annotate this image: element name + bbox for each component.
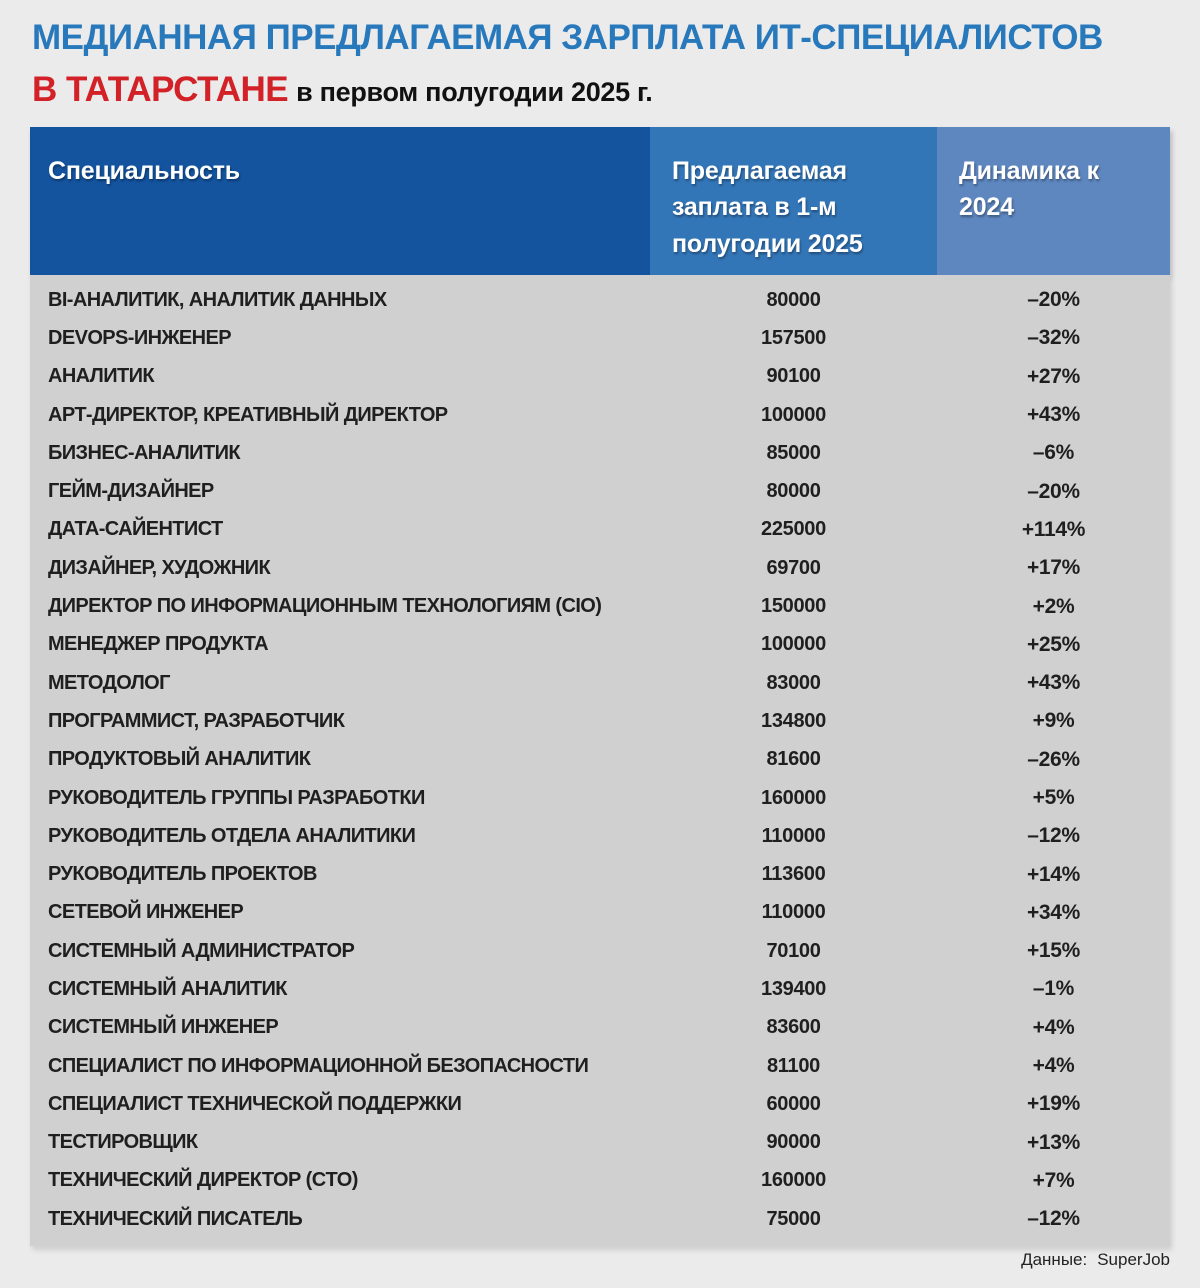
table-row (30, 970, 1170, 1008)
salary-cell: 80000 (766, 288, 821, 311)
salary-cell: 70100 (766, 939, 821, 962)
salary-cell: 85000 (766, 441, 821, 464)
table-row (30, 702, 1170, 740)
dynamics-cell: +27% (1026, 364, 1081, 388)
specialty-cell: ДИЗАЙНЕР, ХУДОЖНИК (48, 556, 271, 579)
specialty-cell: РУКОВОДИТЕЛЬ ГРУППЫ РАЗРАБОТКИ (48, 786, 425, 809)
salary-cell: 100000 (761, 633, 826, 656)
title-period: в первом полугодии 2025 г. (296, 77, 653, 108)
salary-cell: 81100 (766, 1054, 820, 1077)
dynamics-cell: –20% (1027, 479, 1080, 503)
title-line-1: МЕДИАННАЯ ПРЕДЛАГАЕМАЯ ЗАРПЛАТА ИТ-СПЕЦИАЛИСТОВ (32, 18, 1103, 57)
dynamics-cell: +17% (1026, 556, 1081, 580)
table-row (30, 932, 1170, 970)
salary-cell: 110000 (761, 824, 826, 847)
specialty-cell: ТЕХНИЧЕСКИЙ ПИСАТЕЛЬ (48, 1207, 303, 1230)
table-row (30, 396, 1170, 434)
table-row (30, 1047, 1170, 1085)
dynamics-cell: +114% (1021, 517, 1086, 541)
table-row (30, 434, 1170, 472)
table-row (30, 855, 1170, 893)
specialty-cell: МЕНЕДЖЕР ПРОДУКТА (48, 633, 268, 656)
table-row (30, 1200, 1170, 1238)
specialty-cell: СИСТЕМНЫЙ ИНЖЕНЕР (48, 1016, 279, 1039)
specialty-cell: СИСТЕМНЫЙ АНАЛИТИК (48, 977, 287, 1000)
data-source (1021, 1250, 1170, 1270)
table-row (30, 1162, 1170, 1200)
salary-cell: 60000 (766, 1092, 821, 1115)
table-row (30, 626, 1170, 664)
specialty-cell: ДАТА-САЙЕНТИСТ (48, 518, 223, 541)
table-row (30, 1124, 1170, 1162)
salary-cell: 157500 (761, 326, 826, 349)
salary-cell: 69700 (766, 556, 821, 579)
dynamics-cell: +2% (1032, 594, 1075, 618)
specialty-cell: СИСТЕМНЫЙ АДМИНИСТРАТОР (48, 939, 355, 962)
title-line-2 (32, 70, 1172, 110)
specialty-cell: РУКОВОДИТЕЛЬ ПРОЕКТОВ (48, 863, 317, 886)
table-row (30, 511, 1170, 549)
specialty-cell: СПЕЦИАЛИСТ ПО ИНФОРМАЦИОННОЙ БЕЗОПАСНОСТИ (48, 1054, 589, 1077)
dynamics-cell: +15% (1026, 939, 1081, 963)
data-source-label: Данные: (1021, 1250, 1088, 1269)
specialty-cell: РУКОВОДИТЕЛЬ ОТДЕЛА АНАЛИТИКИ (48, 824, 416, 847)
data-source-name: SuperJob (1097, 1250, 1170, 1269)
table-row (30, 664, 1170, 702)
salary-cell: 100000 (761, 403, 826, 426)
dynamics-cell: +7% (1032, 1168, 1075, 1192)
specialty-cell: ГЕЙМ-ДИЗАЙНЕР (48, 480, 214, 503)
table-body (30, 275, 1170, 1246)
specialty-cell: АРТ-ДИРЕКТОР, КРЕАТИВНЫЙ ДИРЕКТОР (48, 403, 448, 426)
dynamics-cell: +43% (1026, 671, 1081, 695)
table-row (30, 741, 1170, 779)
dynamics-cell: –12% (1027, 1207, 1080, 1231)
table-row (30, 587, 1170, 625)
salary-table (30, 127, 1170, 1246)
specialty-cell: АНАЛИТИК (48, 365, 154, 388)
specialty-cell: ТЕСТИРОВЩИК (48, 1131, 198, 1154)
dynamics-cell: +25% (1026, 632, 1081, 656)
dynamics-cell: +13% (1026, 1130, 1081, 1154)
table-row (30, 779, 1170, 817)
page-title (32, 18, 1172, 110)
dynamics-cell: +14% (1026, 862, 1081, 886)
dynamics-cell: –6% (1032, 441, 1075, 465)
salary-cell: 110000 (761, 901, 826, 924)
dynamics-cell: +4% (1032, 1054, 1075, 1078)
dynamics-cell: +34% (1026, 900, 1081, 924)
salary-cell: 225000 (761, 518, 826, 541)
header-dynamics: Динамика к 2024 (937, 127, 1170, 275)
specialty-cell: МЕТОДОЛОГ (48, 671, 170, 694)
salary-cell: 90100 (766, 365, 821, 388)
dynamics-cell: –26% (1027, 747, 1080, 771)
salary-cell: 139400 (761, 977, 826, 1000)
table-row (30, 358, 1170, 396)
dynamics-cell: +43% (1026, 403, 1081, 427)
table-row (30, 549, 1170, 587)
salary-cell: 160000 (761, 786, 826, 809)
specialty-cell: СПЕЦИАЛИСТ ТЕХНИЧЕСКОЙ ПОДДЕРЖКИ (48, 1092, 462, 1115)
table-row (30, 817, 1170, 855)
specialty-cell: DEVOPS-ИНЖЕНЕР (48, 326, 231, 349)
dynamics-cell: +5% (1032, 786, 1075, 809)
table-row (30, 894, 1170, 932)
salary-cell: 134800 (761, 709, 826, 732)
specialty-cell: ТЕХНИЧЕСКИЙ ДИРЕКТОР (CTO) (48, 1169, 358, 1192)
salary-cell: 75000 (766, 1207, 821, 1230)
dynamics-cell: –20% (1027, 288, 1080, 312)
header-salary: Предлагаемая заплата в 1-м полугодии 2025 (650, 127, 937, 275)
dynamics-cell: +4% (1032, 1015, 1075, 1039)
table-row (30, 1085, 1170, 1123)
dynamics-cell: –12% (1027, 824, 1080, 848)
specialty-cell: БИЗНЕС-АНАЛИТИК (48, 441, 240, 464)
table-row (30, 472, 1170, 510)
specialty-cell: СЕТЕВОЙ ИНЖЕНЕР (48, 901, 244, 924)
salary-cell: 160000 (761, 1169, 826, 1192)
specialty-cell: BI-АНАЛИТИК, АНАЛИТИК ДАННЫХ (48, 288, 387, 311)
salary-cell: 113600 (761, 863, 826, 886)
salary-cell: 80000 (766, 480, 821, 503)
dynamics-cell: –1% (1032, 977, 1075, 1001)
dynamics-cell: +19% (1026, 1092, 1081, 1116)
table-row (30, 1009, 1170, 1047)
specialty-cell: ДИРЕКТОР ПО ИНФОРМАЦИОННЫМ ТЕХНОЛОГИЯМ (CIO) (48, 595, 602, 618)
header-specialty: Специальность (30, 127, 650, 275)
salary-cell: 83600 (766, 1016, 821, 1039)
dynamics-cell: +9% (1032, 709, 1075, 733)
specialty-cell: ПРОДУКТОВЫЙ АНАЛИТИК (48, 748, 311, 771)
dynamics-cell: –32% (1027, 326, 1080, 350)
table-header (30, 127, 1170, 275)
salary-cell: 90000 (766, 1131, 821, 1154)
salary-cell: 150000 (761, 595, 826, 618)
salary-cell: 83000 (766, 671, 821, 694)
table-row (30, 281, 1170, 319)
specialty-cell: ПРОГРАММИСТ, РАЗРАБОТЧИК (48, 709, 345, 732)
title-region: В ТАТАРСТАНЕ (32, 70, 289, 110)
table-row (30, 319, 1170, 357)
salary-cell: 81600 (766, 748, 821, 771)
